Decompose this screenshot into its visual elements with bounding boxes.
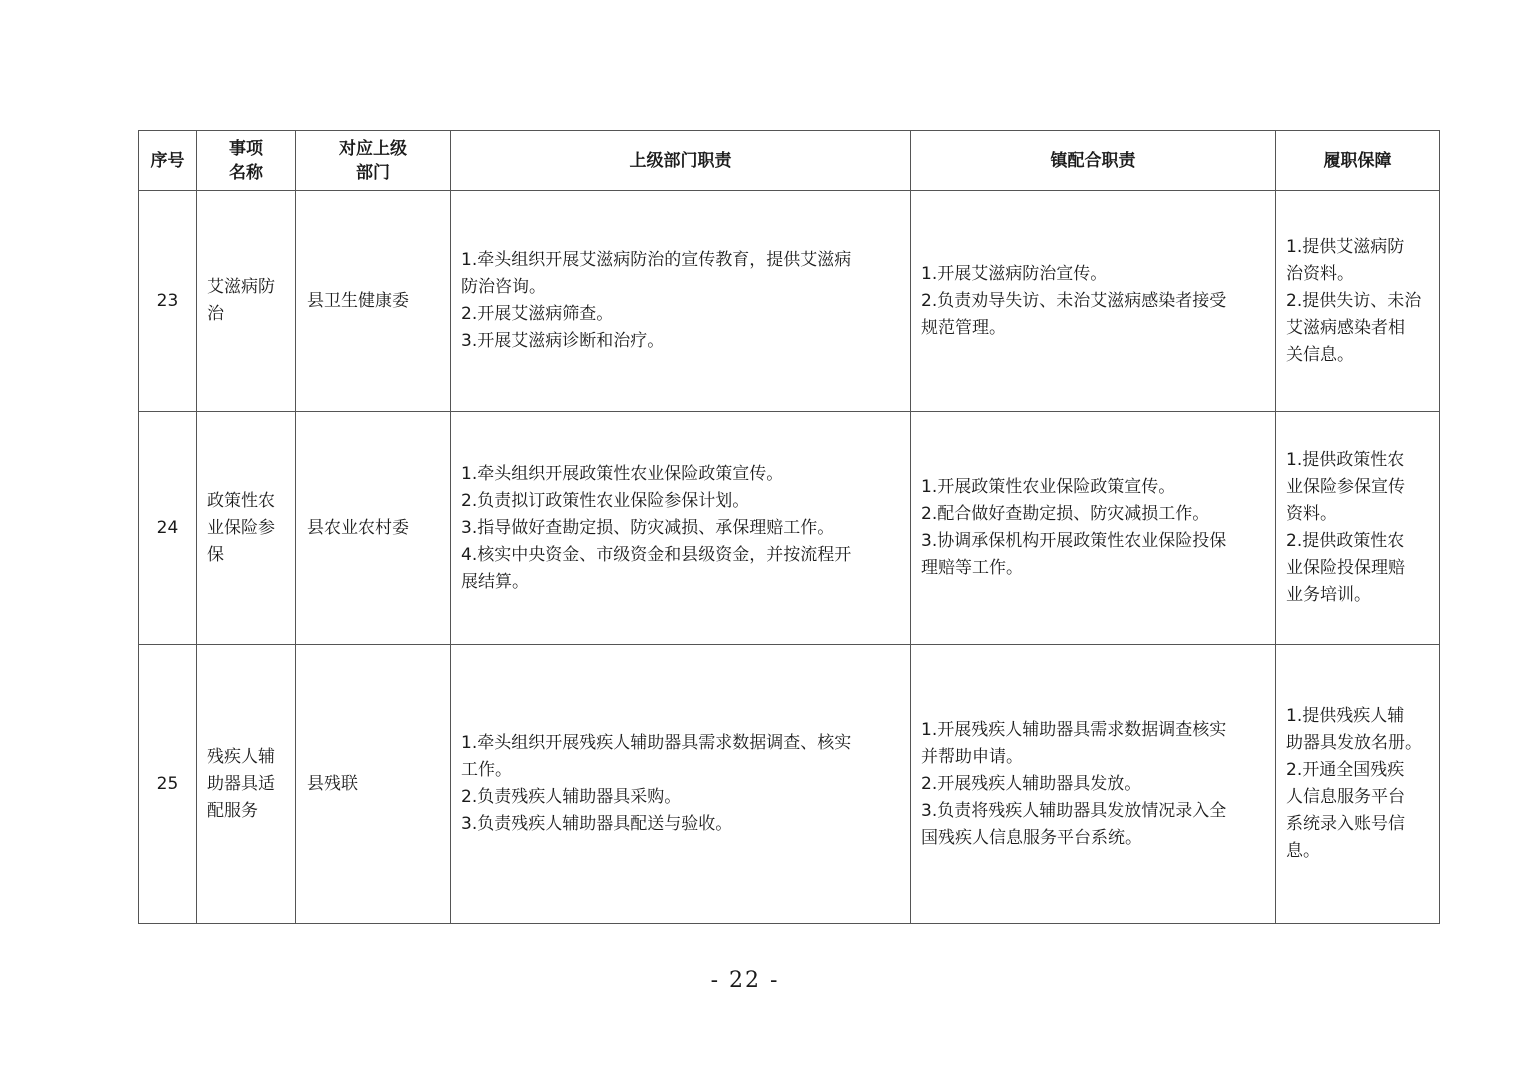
header-upper-dept: 对应上级 部门 <box>296 131 451 191</box>
row-upper-duty: 1.牵头组织开展残疾人辅助器具需求数据调查、核实 工作。 2.负责残疾人辅助器具采购。 3.负责残疾人辅助器具配送与验收。 <box>451 645 911 924</box>
header-guarantee: 履职保障 <box>1276 131 1440 191</box>
page-number: - 22 - <box>710 968 780 993</box>
row-upper-dept: 县残联 <box>296 645 451 924</box>
row-upper-duty: 1.牵头组织开展政策性农业保险政策宣传。 2.负责拟订政策性农业保险参保计划。 3.指导做好查勘定损、防灾减损、承保理赔工作。 4.核实中央资金、市级资金和县级资金，并按流程开 展结算。 <box>451 412 911 645</box>
row-guarantee: 1.提供政策性农 业保险参保宣传 资料。 2.提供政策性农 业保险投保理赔 业务培训。 <box>1276 412 1440 645</box>
row-no: 23 <box>139 191 197 412</box>
header-no: 序号 <box>139 131 197 191</box>
table-row <box>139 191 1440 412</box>
row-upper-duty: 1.牵头组织开展艾滋病防治的宣传教育，提供艾滋病 防治咨询。 2.开展艾滋病筛查。 3.开展艾滋病诊断和治疗。 <box>451 191 911 412</box>
table-row <box>139 412 1440 645</box>
responsibility-table <box>138 130 1440 924</box>
row-no: 24 <box>139 412 197 645</box>
table-header-row <box>139 131 1440 191</box>
row-item-name: 艾滋病防 治 <box>197 191 296 412</box>
row-guarantee: 1.提供艾滋病防 治资料。 2.提供失访、未治 艾滋病感染者相 关信息。 <box>1276 191 1440 412</box>
header-item-name: 事项 名称 <box>197 131 296 191</box>
row-town-duty: 1.开展残疾人辅助器具需求数据调查核实 并帮助申请。 2.开展残疾人辅助器具发放。 3.负责将残疾人辅助器具发放情况录入全 国残疾人信息服务平台系统。 <box>911 645 1276 924</box>
row-no: 25 <box>139 645 197 924</box>
row-guarantee: 1.提供残疾人辅 助器具发放名册。 2.开通全国残疾 人信息服务平台 系统录入账号信 息。 <box>1276 645 1440 924</box>
header-town-duty: 镇配合职责 <box>911 131 1276 191</box>
header-upper-duty: 上级部门职责 <box>451 131 911 191</box>
row-town-duty: 1.开展政策性农业保险政策宣传。 2.配合做好查勘定损、防灾减损工作。 3.协调承保机构开展政策性农业保险投保 理赔等工作。 <box>911 412 1276 645</box>
row-upper-dept: 县农业农村委 <box>296 412 451 645</box>
row-item-name: 政策性农 业保险参 保 <box>197 412 296 645</box>
row-upper-dept: 县卫生健康委 <box>296 191 451 412</box>
table-row <box>139 645 1440 924</box>
row-town-duty: 1.开展艾滋病防治宣传。 2.负责劝导失访、未治艾滋病感染者接受 规范管理。 <box>911 191 1276 412</box>
row-item-name: 残疾人辅 助器具适 配服务 <box>197 645 296 924</box>
